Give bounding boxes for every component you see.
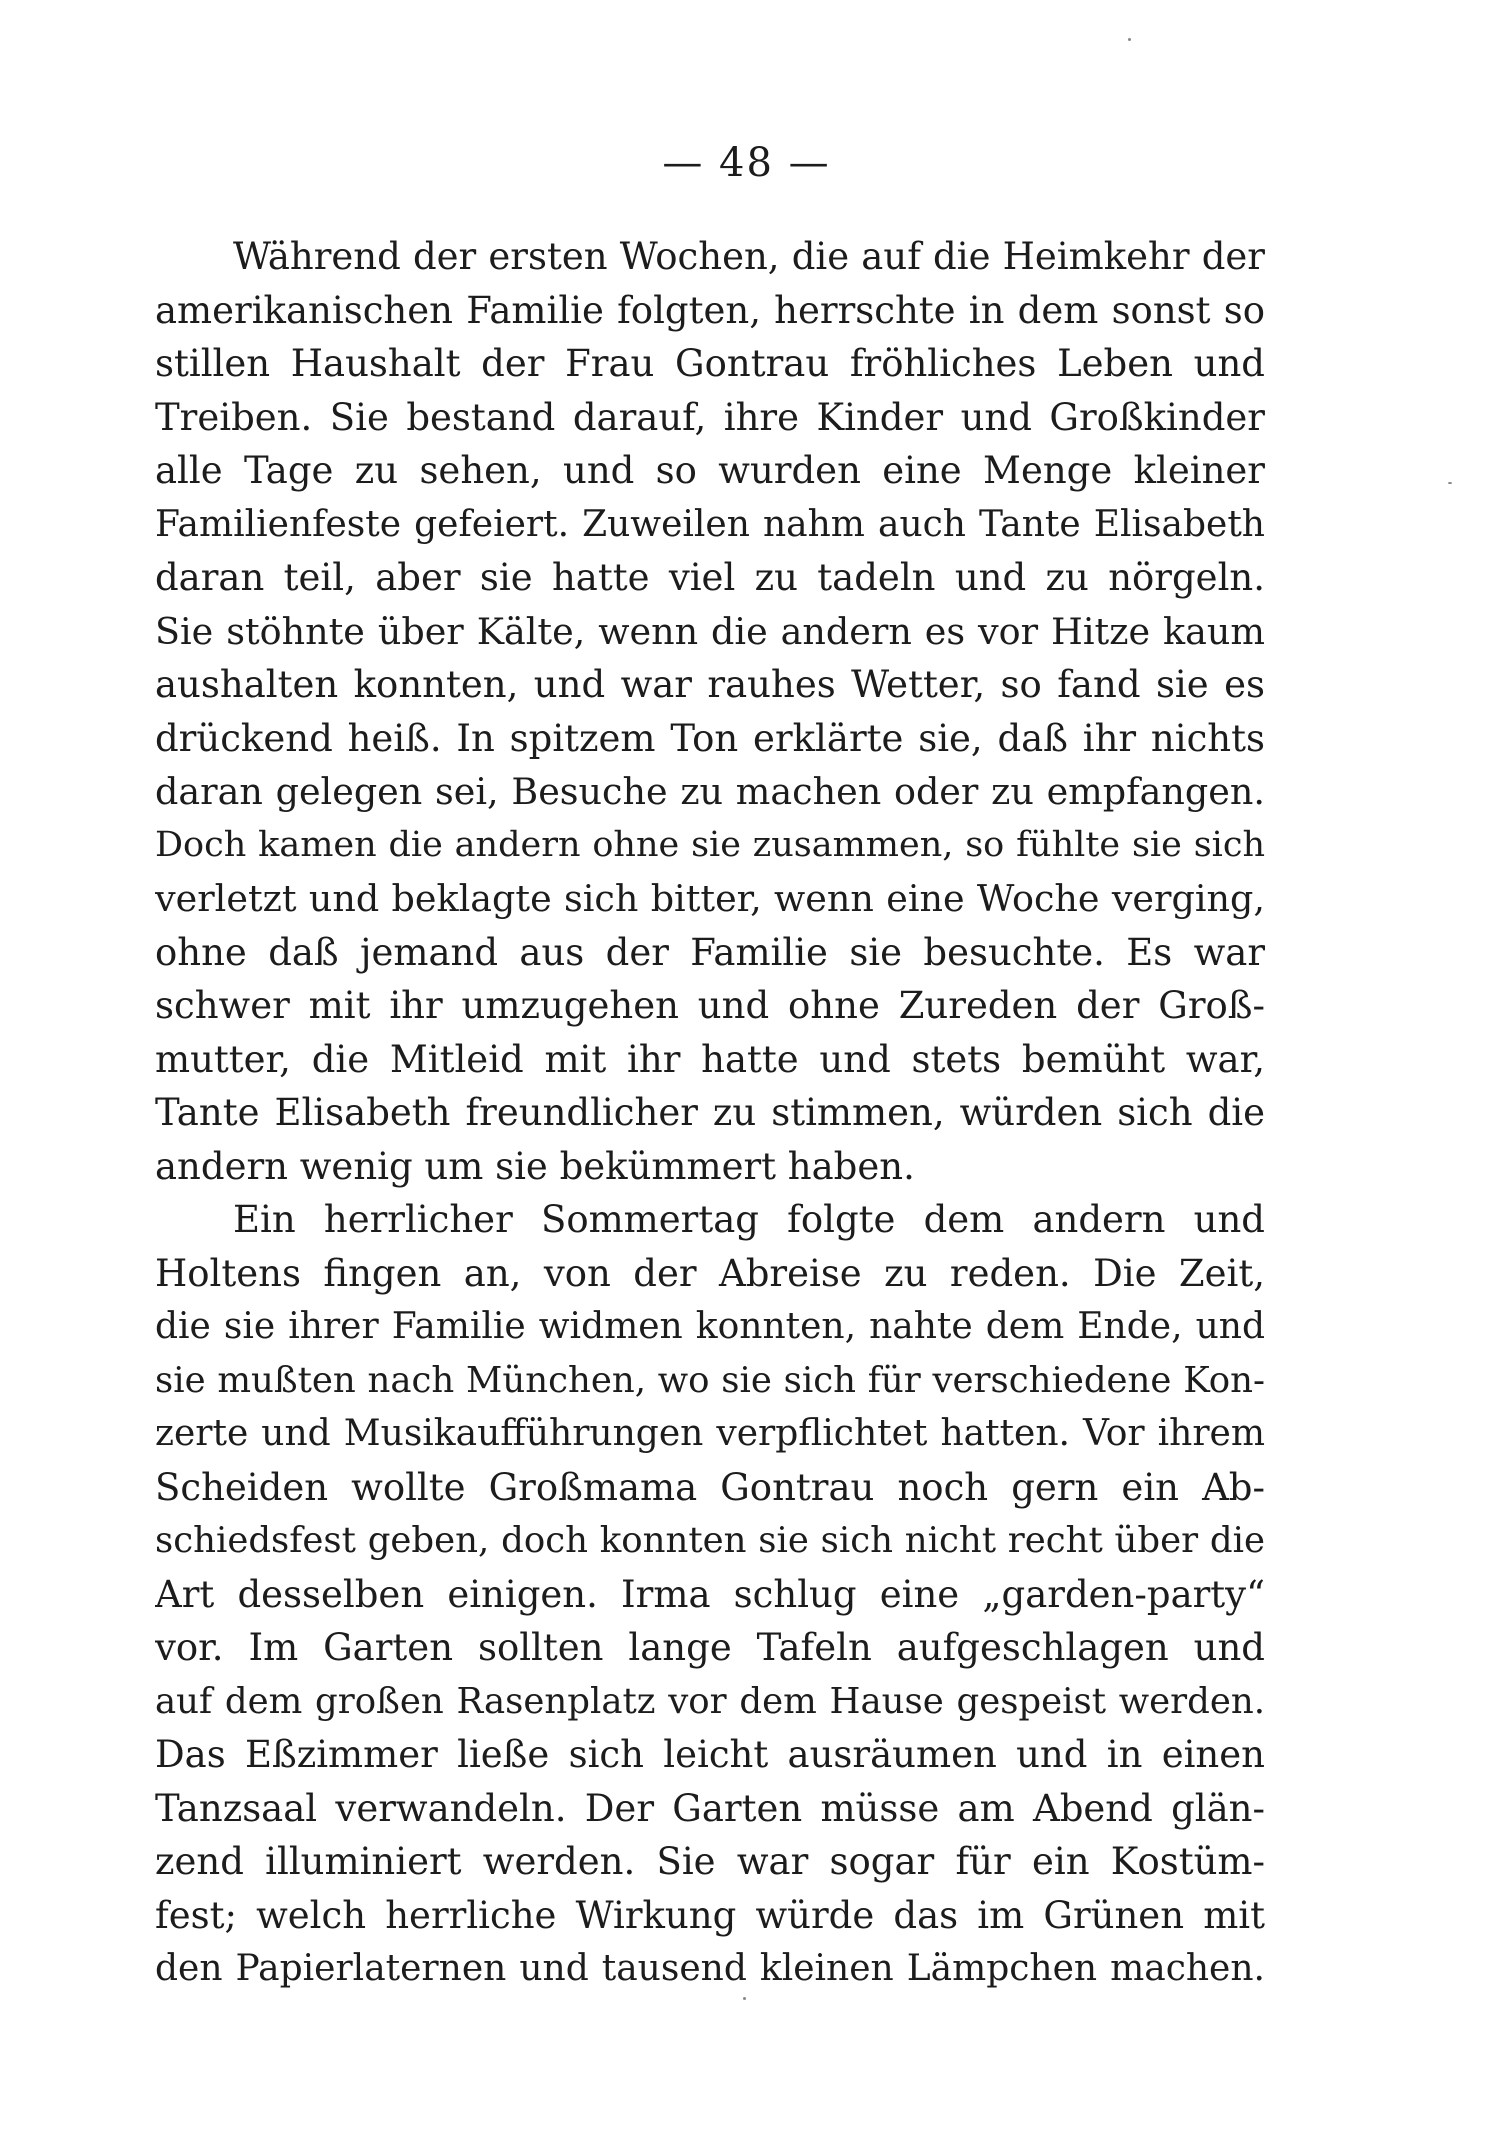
paragraph-2 bbox=[155, 1193, 1265, 1996]
text-line: daran gelegen sei, Besuche zu machen oder zu empfangen. bbox=[155, 770, 1265, 813]
text-line: daran teil, aber sie hatte viel zu tadeln und zu nörgeln. bbox=[155, 556, 1265, 599]
body-text bbox=[155, 230, 1265, 1996]
page-number: — 48 — bbox=[662, 140, 831, 186]
text-line: drückend heiß. In spitzem Ton erklärte sie, daß ihr nichts bbox=[155, 716, 1265, 760]
text-line: Art desselben einigen. Irma schlug eine „garden-party“ bbox=[155, 1572, 1265, 1616]
text-line: Das Eßzimmer ließe sich leicht ausräumen und in einen bbox=[155, 1733, 1265, 1776]
text-line: Holtens fingen an, von der Abreise zu reden. Die Zeit, bbox=[155, 1251, 1265, 1295]
text-line: Sie stöhnte über Kälte, wenn die andern es vor Hitze kaum bbox=[155, 609, 1265, 653]
text-line: verletzt und beklagte sich bitter, wenn eine Woche verging, bbox=[155, 877, 1265, 920]
text-line: amerikanischen Familie folgten, herrschte in dem sonst so bbox=[155, 288, 1265, 332]
text-line: den Papierlaternen und tausend kleinen Lämpchen machen. bbox=[155, 1948, 1265, 1989]
text-line: andern wenig um sie bekümmert haben. bbox=[155, 1144, 915, 1188]
scan-speck bbox=[1448, 482, 1452, 484]
text-line: Treiben. Sie bestand darauf, ihre Kinder und Großkinder bbox=[155, 395, 1265, 439]
text-line: Tanzsaal verwandeln. Der Garten müsse am Abend glän- bbox=[155, 1786, 1265, 1830]
text-line: Tante Elisabeth freundlicher zu stimmen, würden sich die bbox=[155, 1091, 1265, 1134]
scan-speck bbox=[1128, 38, 1131, 41]
text-line: aushalten konnten, und war rauhes Wetter, so fand sie es bbox=[155, 663, 1265, 706]
text-line: Familienfeste gefeiert. Zuweilen nahm auch Tante Elisabeth bbox=[155, 503, 1265, 545]
text-line: zend illuminiert werden. Sie war sogar für ein Kostüm- bbox=[155, 1840, 1265, 1883]
paragraph-1 bbox=[155, 230, 1265, 1193]
text-line: sie mußten nach München, wo sie sich für verschiedene Kon- bbox=[155, 1359, 1265, 1401]
text-line: auf dem großen Rasenplatz vor dem Hause gespeist werden. bbox=[155, 1680, 1265, 1722]
text-line: mutter, die Mitleid mit ihr hatte und stets bemüht war, bbox=[155, 1037, 1265, 1081]
text-line: ohne daß jemand aus der Familie sie besuchte. Es war bbox=[155, 930, 1265, 974]
text-line: schiedsfest geben, doch konnten sie sich nicht recht über die bbox=[155, 1520, 1265, 1561]
text-line: Scheiden wollte Großmama Gontrau noch gern ein Ab- bbox=[155, 1465, 1265, 1509]
text-line: Ein herrlicher Sommertag folgte dem andern und bbox=[233, 1198, 1265, 1241]
scan-speck bbox=[743, 1997, 746, 2000]
text-line: alle Tage zu sehen, und so wurden eine Menge kleiner bbox=[155, 449, 1265, 492]
text-line: zerte und Musikaufführungen verpflichtet hatten. Vor ihrem bbox=[155, 1413, 1265, 1454]
text-line: Während der ersten Wochen, die auf die Heimkehr der bbox=[233, 235, 1265, 278]
text-line: stillen Haushalt der Frau Gontrau fröhliches Leben und bbox=[155, 342, 1265, 385]
text-line: die sie ihrer Familie widmen konnten, nahte dem Ende, und bbox=[155, 1306, 1265, 1347]
text-line: Doch kamen die andern ohne sie zusammen, so fühlte sie sich bbox=[155, 824, 1265, 865]
text-line: vor. Im Garten sollten lange Tafeln aufgeschlagen und bbox=[155, 1626, 1265, 1669]
text-line: fest; welch herrliche Wirkung würde das im Grünen mit bbox=[155, 1893, 1265, 1937]
text-line: schwer mit ihr umzugehen und ohne Zureden der Groß- bbox=[155, 984, 1265, 1027]
